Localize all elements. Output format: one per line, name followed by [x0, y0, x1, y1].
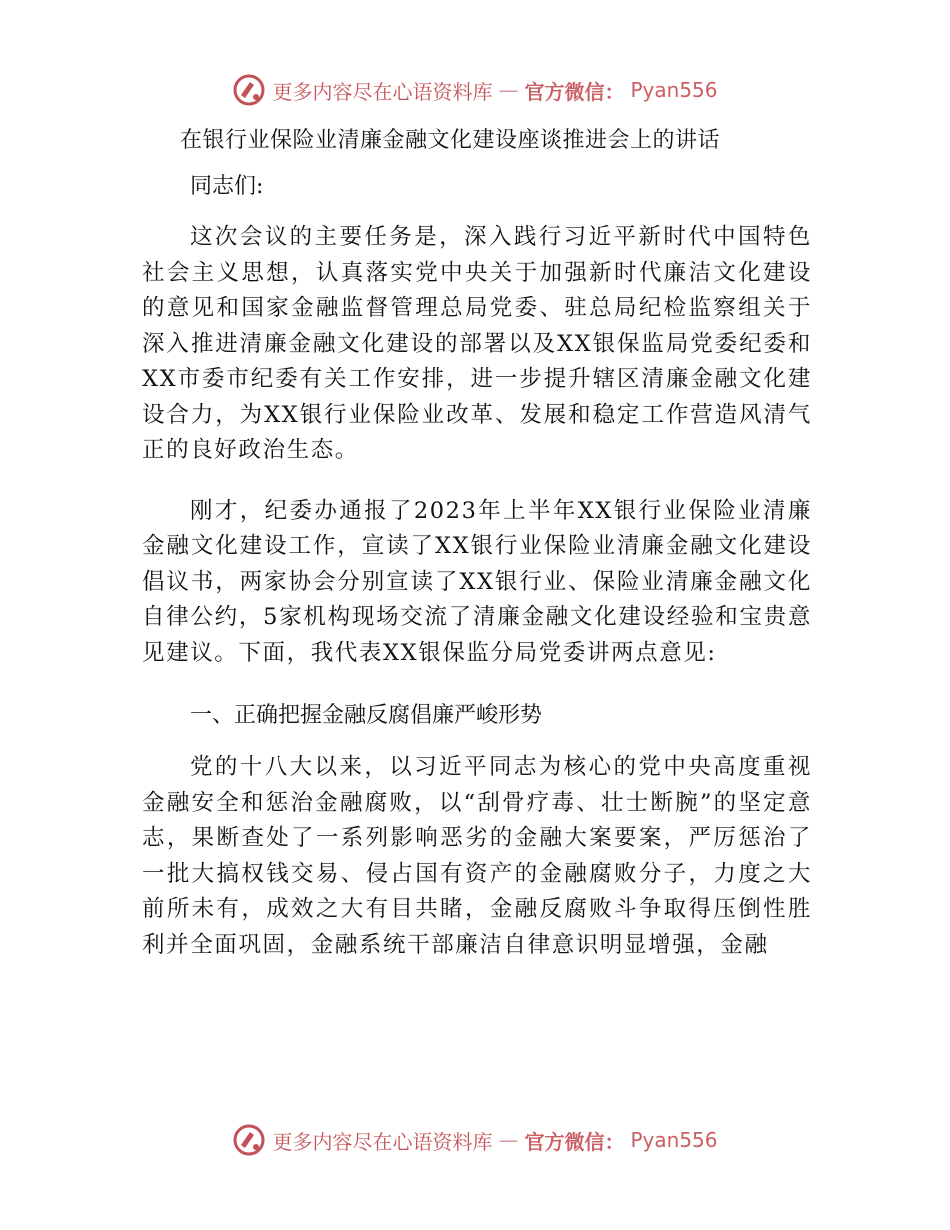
watermark-wechat-id: Pyan556: [630, 1128, 718, 1152]
watermark-dash: —: [498, 78, 519, 102]
watermark-text: 更多内容尽在心语资料库: [272, 1129, 493, 1154]
watermark-wechat-label: 官方微信：: [524, 79, 625, 104]
watermark-header: [0, 70, 950, 110]
document-title: 在银行业保险业清廉金融文化建设座谈推进会上的讲话: [180, 128, 721, 153]
watermark-dash: —: [498, 1128, 519, 1152]
watermark-logo-icon: [232, 1123, 266, 1157]
watermark-text: 更多内容尽在心语资料库: [272, 79, 493, 104]
watermark-footer: [0, 1120, 950, 1160]
paragraph-1: 这次会议的主要任务是，深入践行习近平新时代中国特色社会主义思想，认真落实党中央关于加强新时代廉洁文化建设的意见和国家金融监督管理总局党委、驻总局纪检监察组关于深入推进清廉金融文化建设的部署以及XX银保监局党委纪委和XX市委市纪委有关工作安排，进一步提升辖区清廉金融文化建设合力，为XX银行业保险业改革、发展和稳定工作营造风清气正的良好政治生态。: [142, 224, 812, 463]
paragraph-2: 刚才，纪委办通报了2023年上半年XX银行业保险业清廉金融文化建设工作，宣读了XX银行业保险业清廉金融文化建设倡议书，两家协会分别宣读了XX银行业、保险业清廉金融文化自律公约，5家机构现场交流了清廉金融文化建设经验和宝贵意见建议。下面，我代表XX银保监分局党委讲两点意见:: [142, 497, 812, 666]
watermark-logo-icon: [232, 73, 266, 107]
section-paragraph: 党的十八大以来，以习近平同志为核心的党中央高度重视金融安全和惩治金融腐败，以“刮骨疗毒、壮士断腕”的坚定意志，果断查处了一系列影响恶劣的金融大案要案，严厉惩治了一批大搞权钱交易、侵占国有资产的金融腐败分子，力度之大前所未有，成效之大有目共睹，金融反腐败斗争取得压倒性胜利并全面巩固，金融系统干部廉洁自律意识明显增强，金融: [142, 754, 812, 958]
section-heading: 一、正确把握金融反腐倡廉严峻形势: [190, 703, 543, 728]
watermark-wechat-label: 官方微信：: [524, 1129, 625, 1154]
watermark-wechat-id: Pyan556: [630, 78, 718, 102]
salutation: 同志们:: [190, 174, 264, 199]
document-body: [142, 118, 812, 988]
